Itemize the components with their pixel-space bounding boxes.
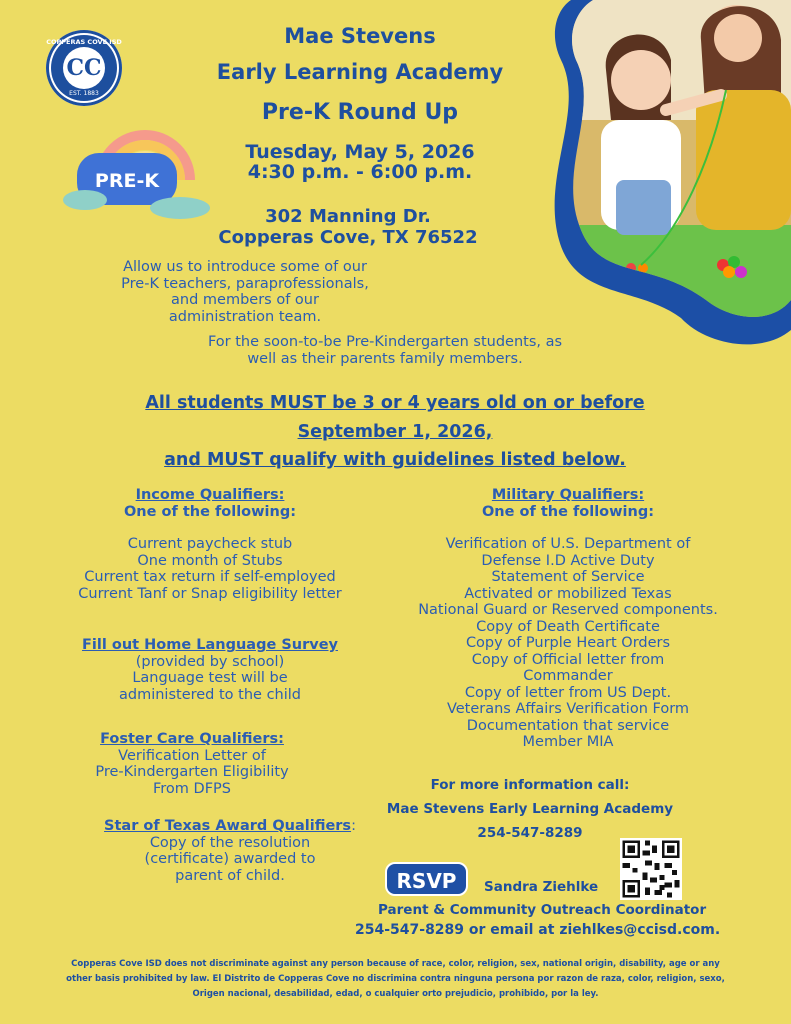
qr-code-icon[interactable] [620,838,682,900]
military-sub: One of the following: [481,503,655,520]
income-sub: One of the following: [123,503,297,520]
list-item: Documentation that service [466,717,670,734]
language-heading: Fill out Home Language Survey [82,637,338,653]
logo-bottom-text: EST. 1883 [69,90,99,97]
list-item: Activated or mobilized Texas [464,585,672,602]
logo-initials: CC [63,47,105,89]
language-survey: Fill out Home Language Survey (provided by school) Language test will be administered to the child [40,637,380,703]
rsvp-phone-email[interactable]: 254-547-8289 or email at ziehlkes@ccisd.com. [355,922,721,938]
list-item: Current paycheck stub [127,536,293,552]
contact-info: For more information call: Mae Stevens Early Learning Academy 254-547-8289 [360,773,700,845]
rsvp-contact-name: Sandra Ziehlke [484,879,599,895]
address-line1: 302 Manning Dr. [265,206,431,227]
list-item: Current Tanf or Snap eligibility letter [78,585,342,602]
teacher-child-photo [531,0,791,345]
foster-qualifiers: Foster Care Qualifiers: Verification Letter of Pre-Kindergarten Eligibility From DFPS [22,731,362,797]
income-qualifiers [40,487,380,602]
address-line2: Copperas Cove, TX 76522 [218,227,478,248]
school-name-line2: Early Learning Academy [216,60,504,84]
military-qualifiers [398,487,738,751]
list-item: Defense I.D Active Duty [481,552,655,569]
star-heading: Star of Texas Award Qualifiers [104,818,352,834]
list-item: Commander [523,668,613,684]
list-item: Verification of U.S. Department of [445,536,691,552]
school-name-line1: Mae Stevens [284,24,436,48]
contact-phone[interactable]: 254-547-8289 [477,825,583,841]
military-heading: Military Qualifiers: [491,487,645,503]
age-requirement: All students MUST be 3 or 4 years old on or before September 1, 2026, and MUST qualify with guidelines listed below. [145,393,645,470]
foster-heading: Foster Care Qualifiers: [100,731,284,747]
list-item: One month of Stubs [137,552,283,569]
audience-text: For the soon-to-be Pre-Kindergarten students, as well as their parents family members. [207,334,563,367]
event-time: 4:30 p.m. - 6:00 p.m. [247,161,473,183]
list-item: Current tax return if self-employed [84,569,336,585]
star-qualifiers: Star of Texas Award Qualifiers: Copy of the resolution (certificate) awarded to parent of child. [104,818,356,884]
list-item: Copy of letter from US Dept. [464,684,672,701]
rsvp-contact-role: Parent & Community Outreach Coordinator [378,902,707,918]
logo-top-text: COPPERAS COVE ISD [46,38,122,46]
prek-badge-label: PRE-K [94,170,160,192]
list-item: National Guard or Reserved components. [418,602,718,618]
list-item: Veterans Affairs Verification Form [446,701,690,717]
list-item: Member MIA [522,734,614,750]
list-item: Copy of Death Certificate [476,618,660,635]
list-item: Statement of Service [491,569,645,585]
income-heading: Income Qualifiers: [135,487,285,503]
event-title: Pre-K Round Up [261,100,459,125]
school-logo [46,30,122,106]
event-date: Tuesday, May 5, 2026 [245,141,475,163]
list-item: Copy of Purple Heart Orders [465,635,671,651]
rsvp-button[interactable]: RSVP [385,862,468,896]
intro-text: Allow us to introduce some of our Pre-K teachers, paraprofessionals, and members of our administration team. [121,259,369,325]
nondiscrimination-footer: Copperas Cove ISD does not discriminate against any person because of race, color, religion, sex, national origin, disability, age or any other basis prohibited by law. El Distrito de Copperas Cove no discrimina contra ninguna persona por razon de raza, color, religion, sexo, Origen nacional, desabilidad, edad, o cualquier orto prejudicio, prohibido, por la ley. [66,959,725,999]
list-item: Copy of Official letter from [471,651,665,668]
